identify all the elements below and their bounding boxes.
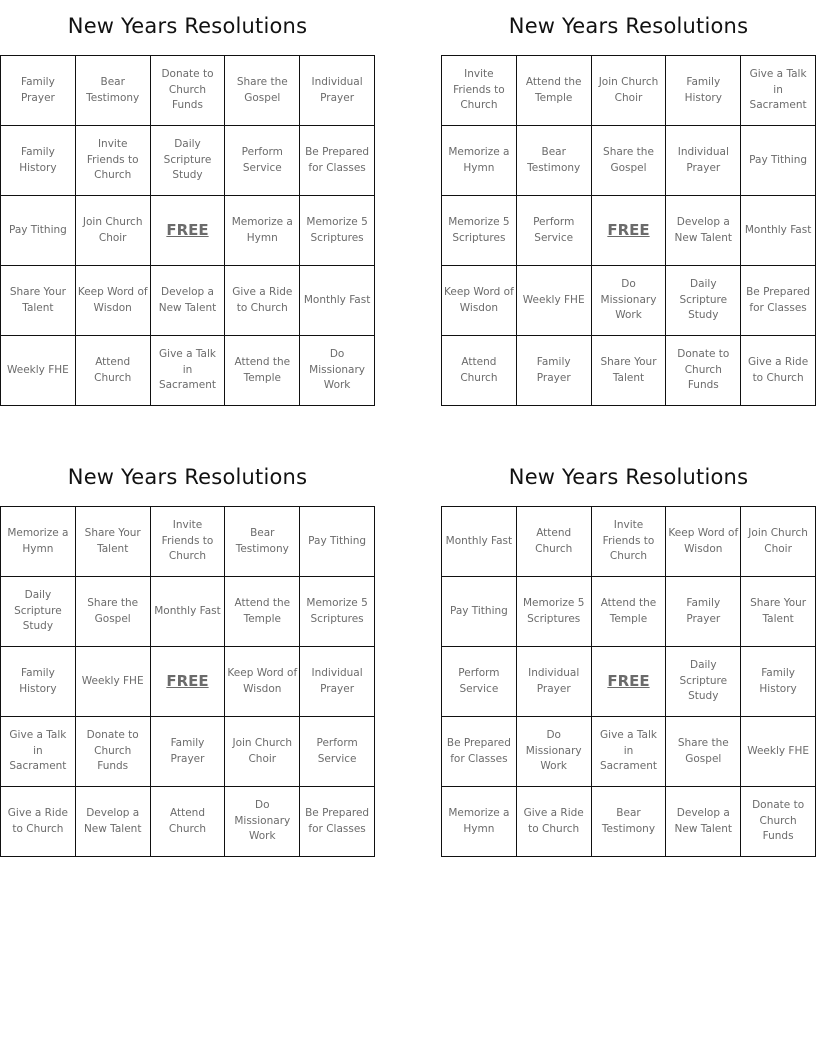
bingo-cell: Attend Church xyxy=(516,507,591,577)
bingo-cell: Daily Scripture Study xyxy=(150,126,225,196)
bingo-cell: Memorize a Hymn xyxy=(442,787,517,857)
bingo-cell: Memorize 5 Scriptures xyxy=(300,196,375,266)
bingo-cell: Attend Church xyxy=(150,787,225,857)
bingo-cell: Do Missionary Work xyxy=(225,787,300,857)
bingo-cell: Be Prepared for Classes xyxy=(300,787,375,857)
bingo-cell: Attend the Temple xyxy=(225,336,300,406)
bingo-cell: Pay Tithing xyxy=(741,126,816,196)
grid-row xyxy=(1,126,375,196)
bingo-cell: Do Missionary Work xyxy=(300,336,375,406)
grid-row xyxy=(442,717,816,787)
bingo-cell: Give a Talk in Sacrament xyxy=(150,336,225,406)
bingo-cell: Monthly Fast xyxy=(442,507,517,577)
bingo-cell: Give a Ride to Church xyxy=(741,336,816,406)
bingo-cell: Perform Service xyxy=(225,126,300,196)
bingo-cell: Develop a New Talent xyxy=(666,196,741,266)
bingo-cell: Family History xyxy=(741,647,816,717)
bingo-cell: Keep Word of Wisdon xyxy=(666,507,741,577)
bingo-cell: Share the Gospel xyxy=(666,717,741,787)
bingo-cell: Individual Prayer xyxy=(300,56,375,126)
grid-row xyxy=(442,787,816,857)
grid-row xyxy=(442,507,816,577)
bingo-cell: Family Prayer xyxy=(1,56,76,126)
grid-row xyxy=(1,56,375,126)
grid-row xyxy=(1,507,375,577)
grid-row xyxy=(1,336,375,406)
bingo-cell: Develop a New Talent xyxy=(75,787,150,857)
bingo-cell: Daily Scripture Study xyxy=(666,647,741,717)
bingo-cell: Donate to Church Funds xyxy=(741,787,816,857)
grid-row xyxy=(1,717,375,787)
bingo-cell: Donate to Church Funds xyxy=(150,56,225,126)
card-title: New Years Resolutions xyxy=(508,465,749,489)
bingo-cell: Monthly Fast xyxy=(741,196,816,266)
bingo-grid xyxy=(441,55,816,406)
bingo-cell: Bear Testimony xyxy=(225,507,300,577)
grid-row xyxy=(1,647,375,717)
bingo-cell: Invite Friends to Church xyxy=(591,507,666,577)
free-space-cell: FREE xyxy=(150,196,225,266)
card-title: New Years Resolutions xyxy=(67,14,308,38)
bingo-cell: Invite Friends to Church xyxy=(442,56,517,126)
bingo-cell: Keep Word of Wisdon xyxy=(75,266,150,336)
bingo-cell: Monthly Fast xyxy=(150,577,225,647)
bingo-cell: Develop a New Talent xyxy=(150,266,225,336)
bingo-cell: Weekly FHE xyxy=(75,647,150,717)
bingo-cell: Share Your Talent xyxy=(75,507,150,577)
grid-row xyxy=(442,266,816,336)
bingo-cell: Donate to Church Funds xyxy=(75,717,150,787)
bingo-cell: Share the Gospel xyxy=(75,577,150,647)
bingo-cell: Be Prepared for Classes xyxy=(442,717,517,787)
card-title: New Years Resolutions xyxy=(67,465,308,489)
bingo-cell: Memorize a Hymn xyxy=(1,507,76,577)
bingo-cell: Bear Testimony xyxy=(516,126,591,196)
bingo-cell: Perform Service xyxy=(442,647,517,717)
free-space-cell: FREE xyxy=(591,196,666,266)
bingo-cell: Family History xyxy=(1,647,76,717)
bingo-cell: Perform Service xyxy=(516,196,591,266)
bingo-cell: Join Church Choir xyxy=(75,196,150,266)
bingo-grid xyxy=(441,506,816,857)
grid-row xyxy=(1,577,375,647)
bingo-cell: Join Church Choir xyxy=(591,56,666,126)
bingo-grid xyxy=(0,55,375,406)
bingo-cell: Share the Gospel xyxy=(225,56,300,126)
bingo-cell: Do Missionary Work xyxy=(591,266,666,336)
bingo-cell: Attend Church xyxy=(75,336,150,406)
bingo-cell: Memorize 5 Scriptures xyxy=(516,577,591,647)
bingo-cell: Pay Tithing xyxy=(1,196,76,266)
bingo-cell: Invite Friends to Church xyxy=(150,507,225,577)
bingo-cell: Memorize 5 Scriptures xyxy=(300,577,375,647)
card-title: New Years Resolutions xyxy=(508,14,749,38)
free-space-cell: FREE xyxy=(150,647,225,717)
grid-row xyxy=(442,196,816,266)
grid-row xyxy=(1,196,375,266)
bingo-cell: Daily Scripture Study xyxy=(1,577,76,647)
bingo-cell: Family Prayer xyxy=(516,336,591,406)
bingo-grid xyxy=(0,506,375,857)
bingo-cell: Give a Talk in Sacrament xyxy=(591,717,666,787)
bingo-cell: Memorize a Hymn xyxy=(442,126,517,196)
grid-row xyxy=(442,126,816,196)
bingo-cell: Keep Word of Wisdon xyxy=(225,647,300,717)
bingo-cell: Pay Tithing xyxy=(442,577,517,647)
bingo-cell: Family History xyxy=(1,126,76,196)
bingo-cell: Family Prayer xyxy=(150,717,225,787)
bingo-cell: Attend the Temple xyxy=(591,577,666,647)
bingo-cell: Daily Scripture Study xyxy=(666,266,741,336)
bingo-cell: Donate to Church Funds xyxy=(666,336,741,406)
bingo-cell: Give a Ride to Church xyxy=(516,787,591,857)
bingo-cell: Be Prepared for Classes xyxy=(300,126,375,196)
bingo-cell: Memorize a Hymn xyxy=(225,196,300,266)
bingo-cell: Family Prayer xyxy=(666,577,741,647)
bingo-cell: Develop a New Talent xyxy=(666,787,741,857)
bingo-cell: Join Church Choir xyxy=(225,717,300,787)
bingo-cell: Join Church Choir xyxy=(741,507,816,577)
bingo-cell: Share Your Talent xyxy=(591,336,666,406)
bingo-cell: Keep Word of Wisdon xyxy=(442,266,517,336)
free-space-cell: FREE xyxy=(591,647,666,717)
grid-row xyxy=(1,266,375,336)
bingo-cell: Memorize 5 Scriptures xyxy=(442,196,517,266)
bingo-cell: Weekly FHE xyxy=(1,336,76,406)
bingo-cell: Give a Ride to Church xyxy=(225,266,300,336)
bingo-cell: Pay Tithing xyxy=(300,507,375,577)
grid-row xyxy=(1,787,375,857)
bingo-cell: Bear Testimony xyxy=(591,787,666,857)
grid-row xyxy=(442,336,816,406)
bingo-cell: Attend Church xyxy=(442,336,517,406)
bingo-cell: Individual Prayer xyxy=(516,647,591,717)
bingo-cell: Attend the Temple xyxy=(225,577,300,647)
bingo-cell: Monthly Fast xyxy=(300,266,375,336)
grid-row xyxy=(442,647,816,717)
bingo-cell: Individual Prayer xyxy=(666,126,741,196)
bingo-cell: Do Missionary Work xyxy=(516,717,591,787)
bingo-cell: Bear Testimony xyxy=(75,56,150,126)
bingo-cell: Weekly FHE xyxy=(741,717,816,787)
bingo-cell: Share the Gospel xyxy=(591,126,666,196)
bingo-cell: Share Your Talent xyxy=(741,577,816,647)
bingo-cell: Perform Service xyxy=(300,717,375,787)
bingo-cell: Attend the Temple xyxy=(516,56,591,126)
bingo-cell: Invite Friends to Church xyxy=(75,126,150,196)
grid-row xyxy=(442,56,816,126)
bingo-cell: Give a Talk in Sacrament xyxy=(741,56,816,126)
grid-row xyxy=(442,577,816,647)
bingo-cell: Weekly FHE xyxy=(516,266,591,336)
bingo-cell: Share Your Talent xyxy=(1,266,76,336)
bingo-cell: Be Prepared for Classes xyxy=(741,266,816,336)
bingo-cell: Individual Prayer xyxy=(300,647,375,717)
bingo-cell: Give a Talk in Sacrament xyxy=(1,717,76,787)
bingo-cell: Give a Ride to Church xyxy=(1,787,76,857)
bingo-cell: Family History xyxy=(666,56,741,126)
